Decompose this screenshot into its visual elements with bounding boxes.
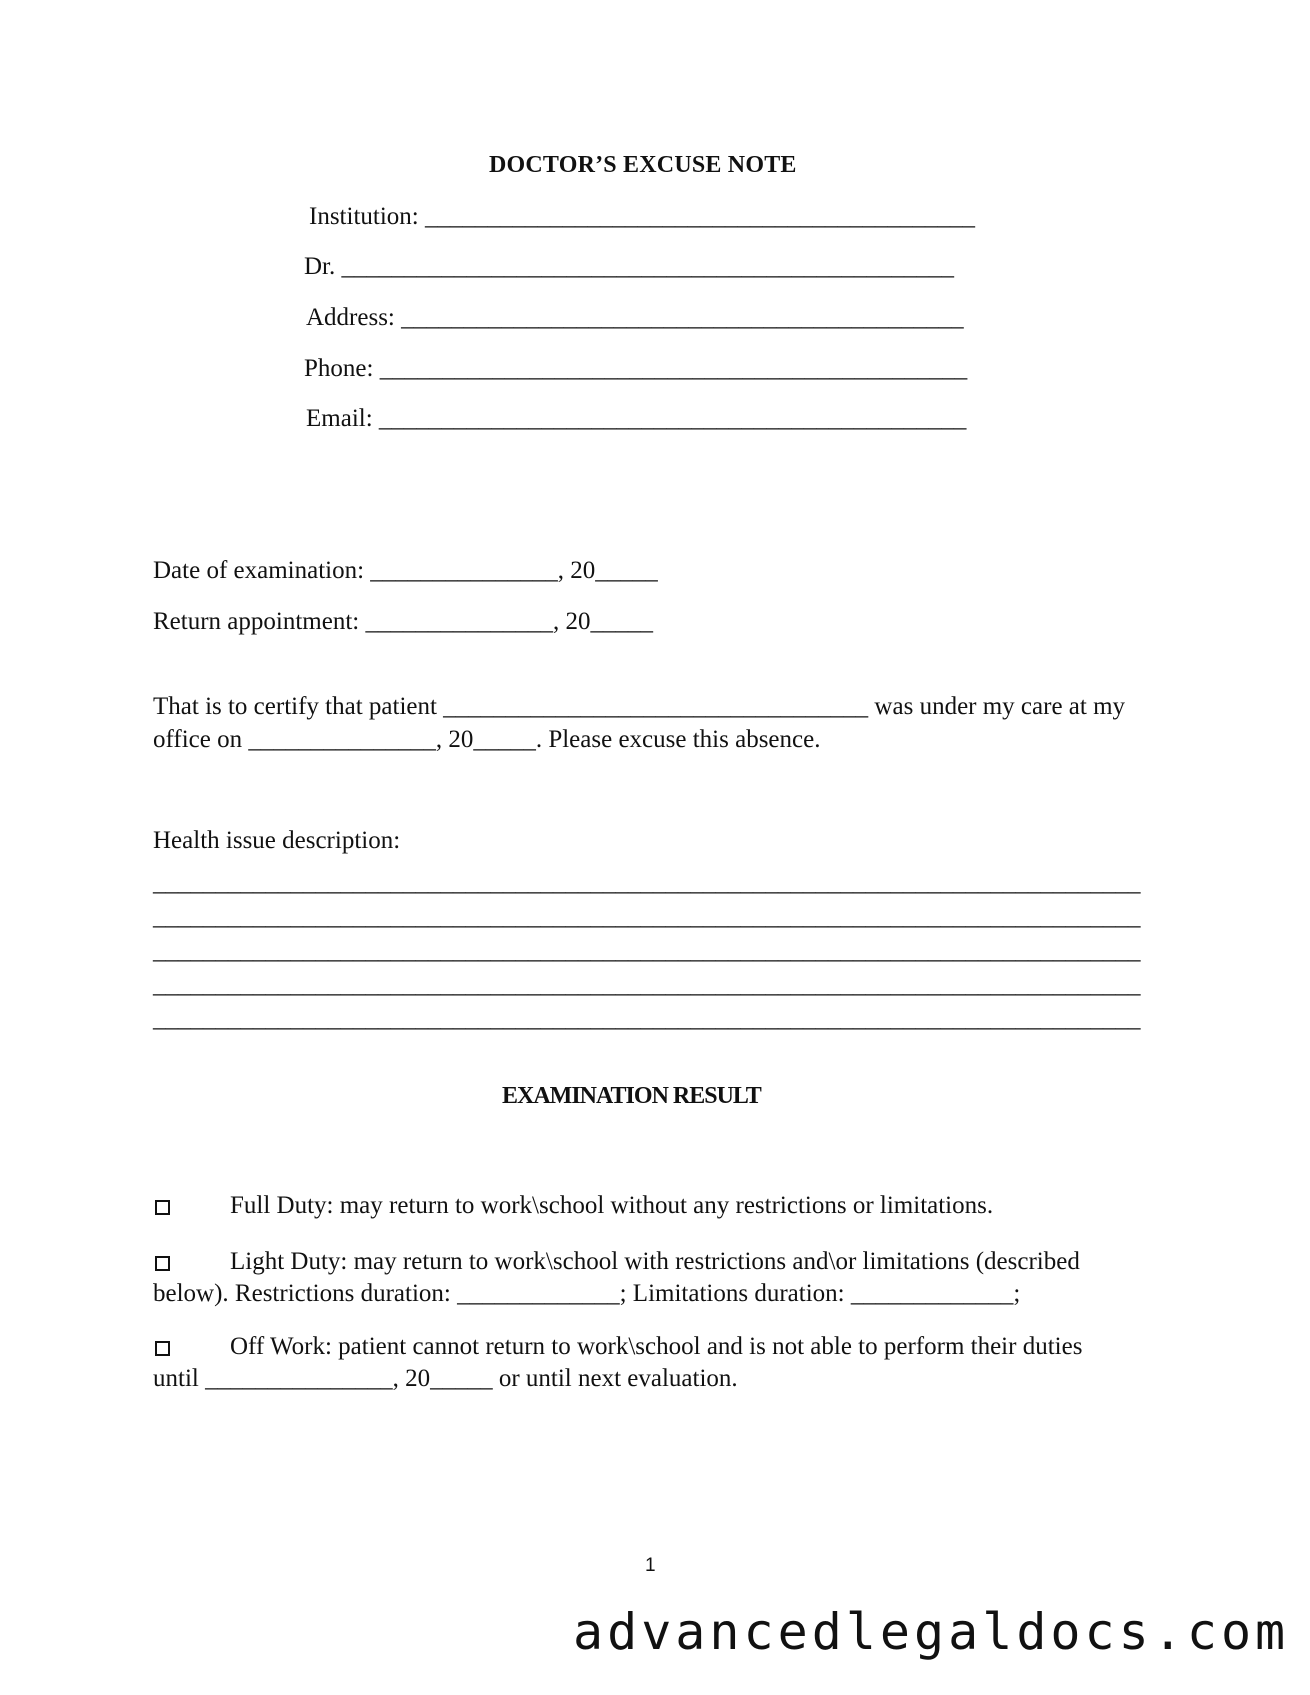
full-duty-text: Full Duty: may return to work\school without any restrictions or limitations.: [230, 1192, 994, 1219]
health-issue-line: _______________________________________________________________________________: [153, 869, 1141, 896]
off-work-checkbox[interactable]: [155, 1341, 170, 1356]
off-work-text-line-2: until _______________, 20_____ or until next evaluation.: [153, 1365, 738, 1392]
phone-field: Phone: _______________________________________________: [304, 355, 968, 382]
certification-line-1: That is to certify that patient __________________________________ was under my care at my: [153, 693, 1126, 720]
health-issue-line: _______________________________________________________________________________: [153, 971, 1141, 998]
doctor-field: Dr. _________________________________________________: [304, 253, 954, 280]
off-work-text-line-1: Off Work: patient cannot return to work\school and is not able to perform their duties: [230, 1333, 1083, 1360]
light-duty-text-line-1: Light Duty: may return to work\school with restrictions and\or limitations (described: [230, 1248, 1080, 1275]
health-issue-line: _______________________________________________________________________________: [153, 1005, 1141, 1032]
health-issue-label: Health issue description:: [153, 827, 401, 854]
light-duty-text-line-2: below). Restrictions duration: _____________; Limitations duration: _____________;: [153, 1280, 1021, 1307]
health-issue-line: _______________________________________________________________________________: [153, 903, 1141, 930]
institution-field: Institution: ____________________________________________: [309, 203, 975, 230]
light-duty-checkbox[interactable]: [155, 1256, 170, 1271]
address-field: Address: _____________________________________________: [306, 304, 964, 331]
certification-line-2: office on _______________, 20_____. Please excuse this absence.: [153, 726, 821, 753]
health-issue-line: _______________________________________________________________________________: [153, 937, 1141, 964]
examination-result-heading: EXAMINATION RESULT: [502, 1083, 761, 1109]
full-duty-checkbox[interactable]: [155, 1200, 170, 1215]
page-number: 1: [645, 1555, 656, 1576]
watermark-text: advancedlegaldocs.com: [573, 1603, 1290, 1661]
document-title: DOCTOR’S EXCUSE NOTE: [489, 152, 797, 178]
return-appointment-field: Return appointment: _______________, 20_____: [153, 608, 653, 635]
examination-date-field: Date of examination: _______________, 20_____: [153, 557, 658, 584]
email-field: Email: _______________________________________________: [306, 405, 967, 432]
